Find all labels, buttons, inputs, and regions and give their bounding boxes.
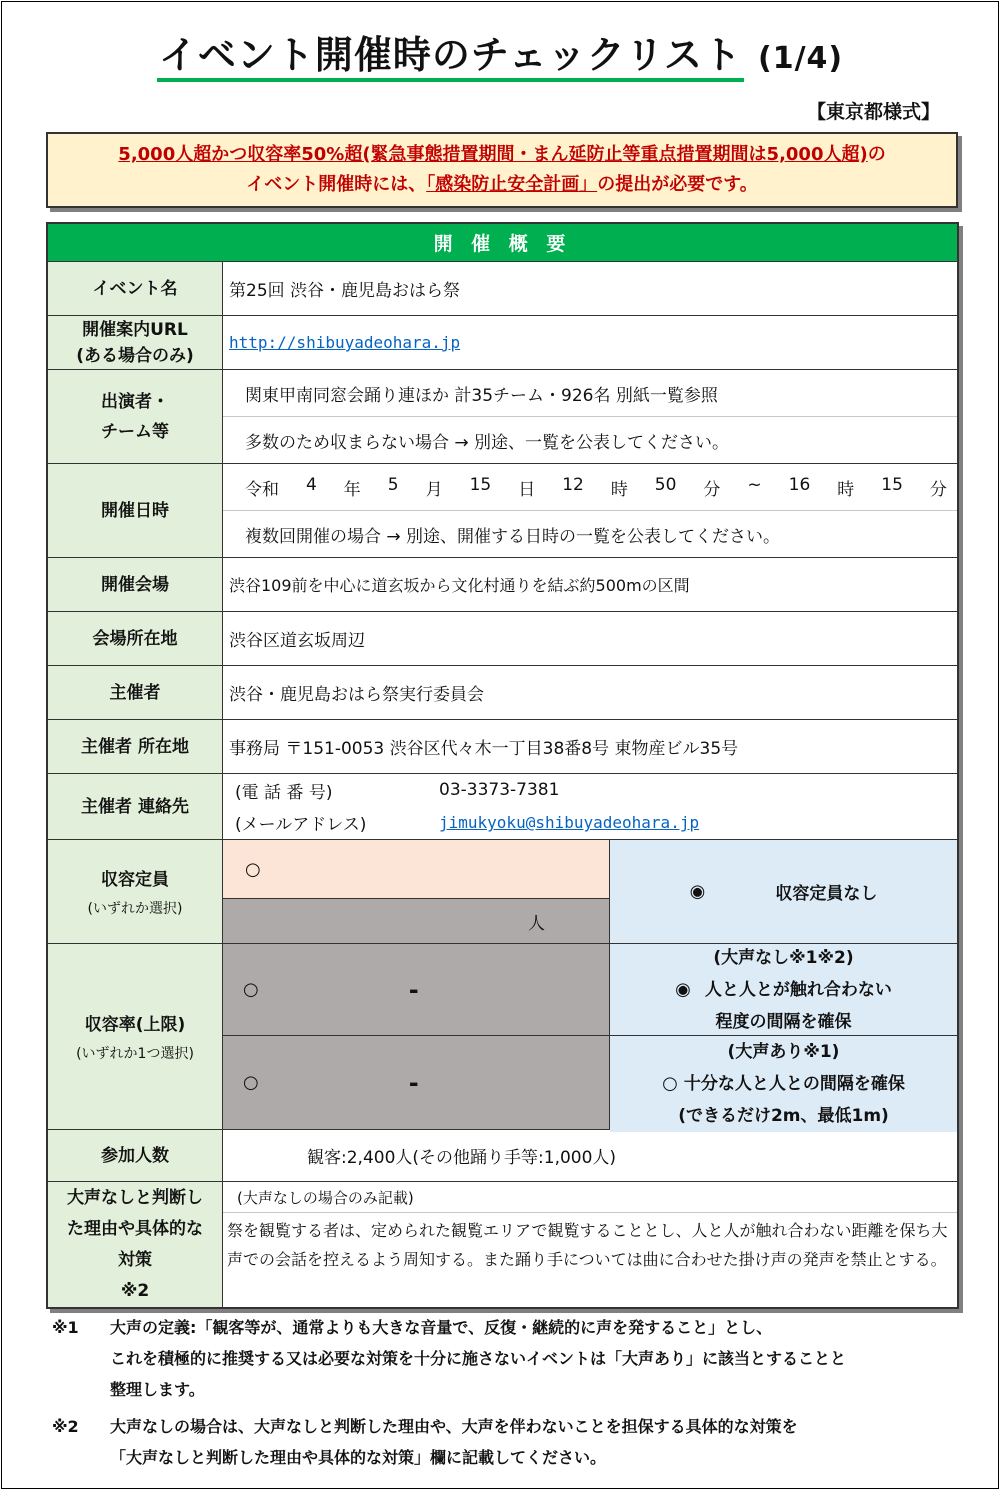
notice-line2-underlined: 「感染防止安全計画」: [426, 174, 598, 195]
loud-line1: 十分な人と人との間隔を確保: [683, 1074, 905, 1094]
rate-option-1-radio[interactable]: ○: [243, 979, 259, 1000]
reason-text[interactable]: 祭を観覧する者は、定められた観覧エリアで観覧することとし、人と人が触れ合わない距離を保ち大声での会話を控えるよう周知する。また踊り手については曲に合わせた掛け声の発声を禁止とする。: [227, 1221, 948, 1269]
row-venue: [48, 557, 957, 611]
footnote-2-line2: 「大声なしと判断した理由や具体的な対策」欄に記載してください。: [110, 1448, 607, 1467]
capacity-none-option[interactable]: [610, 840, 957, 943]
contact-label: 主催者 連絡先: [48, 774, 223, 839]
capacity-count-option: [223, 840, 610, 943]
footnotes: [46, 1312, 958, 1473]
row-event-name: [48, 261, 957, 315]
footnote-1-mark: ※1: [52, 1318, 79, 1337]
quiet-radio[interactable]: ◉: [675, 978, 691, 1000]
end-hour: 16: [788, 474, 811, 495]
date-line: [223, 464, 957, 510]
rate-option-1-dash: -: [408, 975, 419, 1004]
row-venue-address: [48, 611, 957, 665]
page-title: [2, 32, 998, 82]
contact-value: [223, 774, 957, 839]
performers-value: [223, 370, 957, 463]
reason-label-line1: 大声なしと判断し: [67, 1187, 203, 1208]
phone-label: (電 話 番 号): [235, 782, 333, 803]
organizer-value[interactable]: 渋谷・鹿児島おはら祭実行委員会: [229, 685, 484, 705]
title-main: イベント開催時のチェックリスト: [157, 32, 744, 82]
participants-label: 参加人数: [48, 1130, 223, 1181]
performers-note: 多数のため収まらない場合 → 別途、一覧を公表してください。: [223, 416, 957, 463]
row-contact: [48, 773, 957, 839]
url-label-main: 開催案内URL: [82, 319, 188, 340]
performers-label: [48, 370, 223, 463]
notice-box: [46, 132, 958, 208]
contact-email-line: [223, 807, 957, 840]
venue-address-label: 会場所在地: [48, 612, 223, 665]
end-minute: 15: [881, 474, 903, 495]
capacity-unit: 人: [528, 913, 545, 934]
date-fields[interactable]: [245, 475, 957, 500]
participants-value[interactable]: 観客:2,400人(その他踊り手等:1,000人): [307, 1148, 617, 1168]
venue-address-value[interactable]: 渋谷区道玄坂周辺: [229, 631, 365, 651]
reason-label: [48, 1182, 223, 1307]
rate-voice-options: [610, 944, 957, 1129]
date-month: 5: [387, 474, 399, 495]
notice-line2-post: の提出が必要です。: [597, 174, 758, 195]
overview-table: [46, 222, 959, 1309]
capacity-none-label: 収容定員なし: [775, 884, 878, 904]
row-url: [48, 315, 957, 369]
row-performers: [48, 369, 957, 463]
event-name-label: イベント名: [48, 262, 223, 315]
row-participants: [48, 1129, 957, 1181]
row-reason: [48, 1181, 957, 1307]
footnote-2: [46, 1411, 958, 1473]
footnote-1: [46, 1312, 958, 1405]
venue-value[interactable]: 渋谷109前を中心に道玄坂から文化村通りを結ぶ約500mの区間: [229, 576, 690, 595]
loud-line2: (できるだけ2m、最低1m): [678, 1106, 889, 1126]
section-header: 開 催 概 要: [48, 224, 957, 261]
row-date: [48, 463, 957, 557]
title-page-number: (1/4): [757, 41, 844, 76]
quiet-line2: 程度の間隔を確保: [715, 1011, 852, 1032]
reason-note: (大声なしの場合のみ記載): [223, 1182, 957, 1213]
row-organizer: [48, 665, 957, 719]
capacity-count-radio[interactable]: ○: [245, 858, 261, 880]
venue-label: 開催会場: [48, 558, 223, 611]
email-label: (メールアドレス): [235, 815, 367, 836]
start-minute-unit: 分: [703, 479, 721, 500]
loud-option[interactable]: [610, 1036, 957, 1132]
notice-line1-underlined: 5,000人超かつ収容率50%超(緊急事態措置期間・まん延防止等重点措置期間は5,000人超): [118, 144, 868, 165]
date-year: 4: [305, 474, 317, 495]
row-capacity: [48, 839, 957, 943]
rate-label-main: 収容率(上限): [84, 1014, 186, 1035]
date-month-unit: 月: [425, 479, 443, 500]
rate-option-2-dash: -: [408, 1068, 419, 1097]
quiet-line1: 人と人とが触れ合わない: [704, 979, 892, 1000]
event-name-value[interactable]: 第25回 渋谷・鹿児島おはら祭: [229, 281, 461, 301]
footnote-1-line2: これを積極的に推奨する又は必要な対策を十分に施さないイベントは「大声あり」に該当とすることと: [110, 1349, 847, 1368]
rate-label: [48, 944, 223, 1129]
row-organizer-address: [48, 719, 957, 773]
capacity-label-main: 収容定員: [101, 869, 169, 890]
date-era: 令和: [245, 479, 279, 500]
reason-label-line2: た理由や具体的な: [67, 1218, 203, 1239]
date-note: 複数回開催の場合 → 別途、開催する日時の一覧を公表してください。: [223, 510, 957, 557]
performers-label-line2: チーム等: [101, 421, 169, 442]
capacity-count-radio-area: [223, 840, 609, 899]
notice-line1-rest: の: [867, 144, 886, 165]
quiet-title: (大声なし※1※2): [713, 947, 854, 968]
performers-label-line1: 出演者・: [101, 391, 169, 412]
date-year-unit: 年: [343, 479, 361, 500]
row-rate: [48, 943, 957, 1129]
email-link[interactable]: jimukyoku@shibuyadeohara.jp: [439, 813, 700, 833]
url-value: [223, 316, 957, 369]
organizer-address-value[interactable]: 事務局 〒151-0053 渋谷区代々木一丁目38番8号 東物産ビル35号: [229, 739, 739, 759]
footnote-1-line1: 大声の定義:「観客等が、通常よりも大きな音量で、反復・継続的に声を発すること」とし、: [110, 1318, 773, 1337]
start-hour-unit: 時: [610, 479, 628, 500]
url-label-sub: (ある場合のみ): [76, 345, 194, 366]
reason-value: [223, 1182, 957, 1307]
date-day-unit: 日: [518, 479, 536, 500]
reason-label-line3: 対策: [118, 1249, 152, 1270]
format-label: 【東京都様式】: [806, 101, 940, 123]
rate-label-sub: (いずれか1つ選択): [76, 1045, 194, 1062]
date-day: 15: [469, 474, 492, 495]
phone-number[interactable]: 03-3373-7381: [439, 780, 560, 801]
rate-option-2-radio[interactable]: ○: [243, 1072, 259, 1093]
capacity-count-input[interactable]: [223, 899, 609, 943]
rate-options: [223, 944, 610, 1129]
capacity-label: [48, 840, 223, 943]
checklist-page: [1, 1, 999, 1489]
url-label: [48, 316, 223, 369]
quiet-option[interactable]: [610, 944, 957, 1036]
loud-radio[interactable]: ○: [662, 1073, 678, 1094]
performers-text[interactable]: 関東甲南同窓会踊り連ほか 計35チーム・926名 別紙一覧参照: [245, 385, 718, 406]
organizer-label: 主催者: [48, 666, 223, 719]
rate-option-1[interactable]: [223, 944, 609, 1036]
end-minute-unit: 分: [929, 479, 947, 500]
capacity-label-sub: (いずれか選択): [87, 900, 183, 917]
start-hour: 12: [562, 474, 584, 495]
end-hour-unit: 時: [837, 479, 855, 500]
loud-title: (大声あり※1): [727, 1042, 840, 1062]
contact-phone-line: [223, 774, 957, 807]
start-minute: 50: [654, 474, 677, 495]
event-url-link[interactable]: http://shibuyadeohara.jp: [229, 333, 461, 352]
organizer-address-label: 主催者 所在地: [48, 720, 223, 773]
rate-option-2[interactable]: [223, 1036, 609, 1129]
capacity-none-radio[interactable]: ◉: [689, 881, 706, 902]
footnote-2-line1: 大声なしの場合は、大声なしと判断した理由や、大声を伴わないことを担保する具体的な対策を: [110, 1417, 798, 1436]
range-separator: ~: [747, 474, 762, 495]
footnote-2-mark: ※2: [52, 1417, 79, 1436]
date-label: 開催日時: [48, 464, 223, 557]
date-value: [223, 464, 957, 557]
notice-line2-pre: イベント開催時には、: [246, 174, 427, 195]
footnote-1-line3: 整理します。: [110, 1380, 205, 1399]
reason-label-line4: ※2: [120, 1280, 150, 1301]
